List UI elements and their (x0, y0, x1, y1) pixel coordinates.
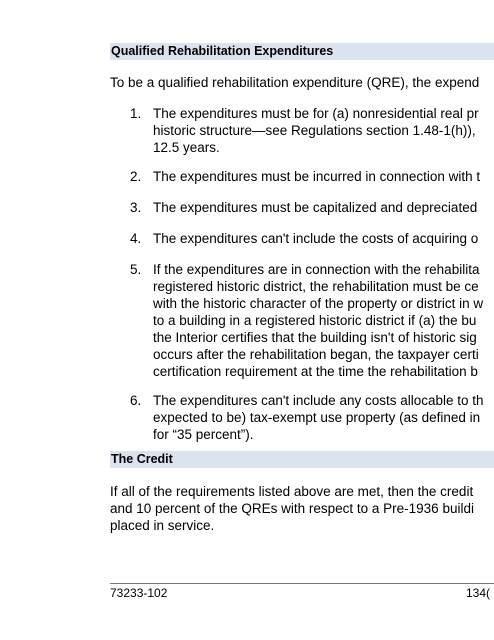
text-line: the Interior certifies that the building isn't of historic sig (153, 330, 477, 345)
text-line: The expenditures must be incurred in connection with t (153, 169, 481, 184)
text-line: certification requirement at the time the rehabilitation b (153, 364, 478, 379)
footer-divider (110, 583, 494, 584)
text-line: If the expenditures are in connection with the rehabilita (153, 262, 480, 277)
list-item-text (153, 168, 494, 185)
text-line: with the historic character of the property or district in w (153, 296, 484, 311)
list-item-text (153, 261, 494, 380)
credit-paragraph (110, 483, 494, 534)
qre-intro-paragraph: To be a qualified rehabilitation expenditure (QRE), the expend (110, 75, 480, 90)
list-number: 1. (130, 106, 142, 121)
text-line: The expenditures can't include the costs of acquiring o (153, 231, 479, 246)
list-item-text (153, 230, 494, 247)
list-number: 2. (130, 169, 142, 184)
list-number: 5. (130, 262, 142, 277)
list-item-text (153, 392, 494, 443)
text-line: registered historic district, the rehabilitation must be ce (153, 279, 479, 294)
footer-document-number: 73233-102 (110, 586, 168, 600)
footer-page-number: 134( (466, 586, 491, 600)
text-line: to a building in a registered historic district if (a) the bu (153, 313, 477, 328)
text-line: expected to be) tax-exempt use property (as defined in (153, 410, 481, 425)
list-item-text (153, 199, 494, 216)
text-line: historic structure—see Regulations section 1.48-1(h)), (153, 123, 476, 138)
list-item-text (153, 105, 494, 156)
credit-section-heading: The Credit (110, 451, 494, 468)
qre-section-heading: Qualified Rehabilitation Expenditures (110, 43, 494, 60)
text-line: placed in service. (110, 518, 215, 533)
text-line: The expenditures must be capitalized and depreciated (153, 200, 478, 215)
text-line: and 10 percent of the QREs with respect to a Pre-1936 buildi (110, 501, 474, 516)
text-line: occurs after the rehabilitation began, the taxpayer certi (153, 347, 479, 362)
list-number: 4. (130, 231, 142, 246)
text-line: for “35 percent”). (153, 427, 254, 442)
list-number: 6. (130, 393, 142, 408)
text-line: If all of the requirements listed above are met, then the credit (110, 484, 474, 499)
text-line: 12.5 years. (153, 140, 220, 155)
list-number: 3. (130, 200, 142, 215)
text-line: The expenditures must be for (a) nonresidential real pr (153, 106, 479, 121)
text-line: The expenditures can't include any costs allocable to th (153, 393, 484, 408)
